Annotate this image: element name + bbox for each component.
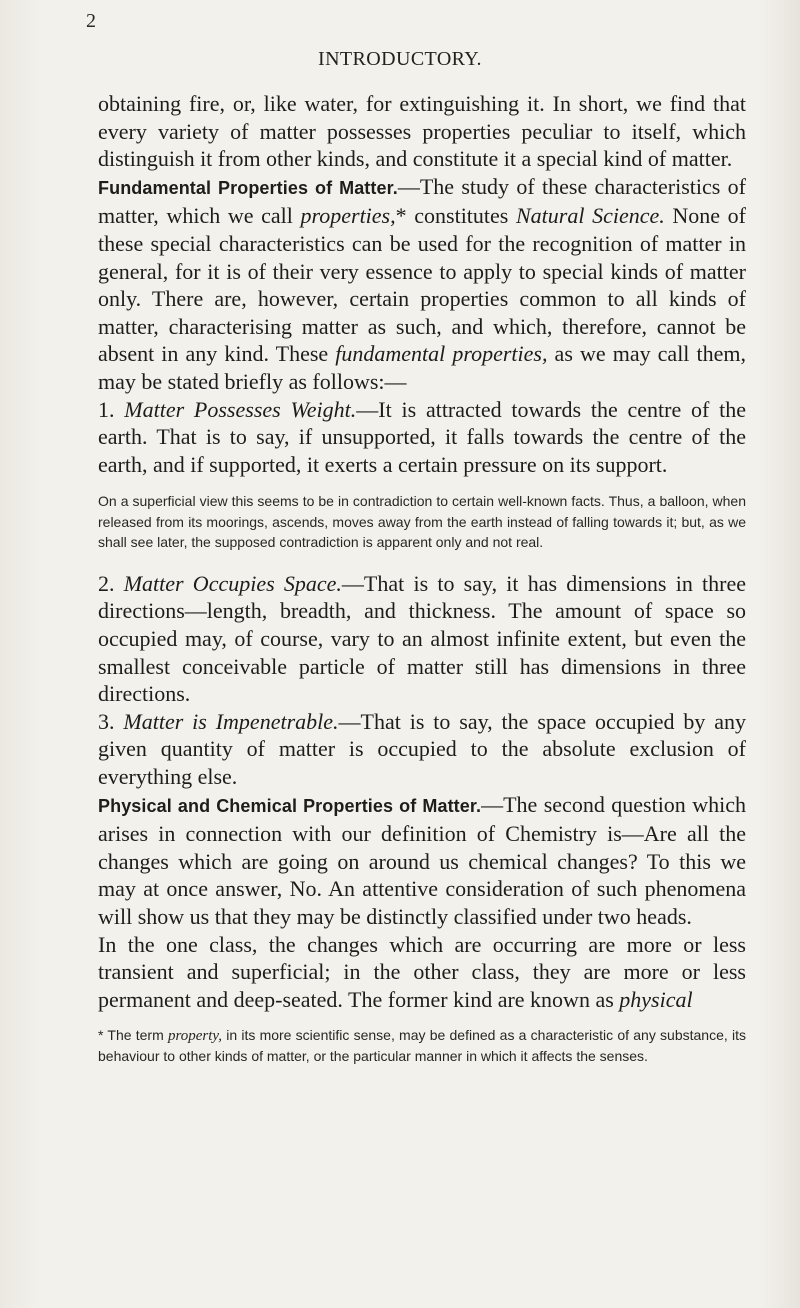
paragraph-fundamental-properties: Fundamental Properties of Matter.—The study of these characteristics of matter, which we call properties,* constitutes Natural Science. None of these special characteristics can be used for the recognition of matter in general, for it is of their very essence to apply to special kinds of matter only. There are, however, certain properties common to all kinds of matter, characterising matter as such, and which, therefore, cannot be absent in any kind. These fundamental properties, as we may call them, may be stated briefly as follows:— bbox=[98, 173, 746, 394]
page-number: 2 bbox=[86, 10, 96, 32]
item-title-impenetrable: Matter is Impenetrable. bbox=[123, 708, 339, 734]
paragraph-intro: obtaining fire, or, like water, for extinguishing it. In short, we find that every variety of matter possesses properties peculiar to itself, which distinguish it from other kinds, and constitute it a special kind of matter. bbox=[98, 91, 746, 172]
running-head: INTRODUCTORY. bbox=[318, 48, 482, 70]
item-title-weight: Matter Possesses Weight. bbox=[124, 396, 357, 422]
paragraph-two-classes: In the one class, the changes which are occurring are more or less transient and superficial; in the other class, they are more or less permanent and deep-seated. The former kind are known as physical bbox=[98, 931, 746, 1012]
note-balloon: On a superficial view this seems to be in contradiction to certain well-known facts. Thus, a balloon, when released from its moorings, ascends, moves away from the earth instead of falling towards it; but, as we shall see later, the supposed contradiction is apparent only and not real. bbox=[98, 493, 746, 551]
section-heading-physical-chemical: Physical and Chemical Properties of Matter. bbox=[98, 795, 482, 816]
list-item-weight: 1. Matter Possesses Weight.—It is attracted towards the centre of the earth. That is to say, if unsupported, it falls towards the centre of the earth, and if supported, it exerts a certain pressure on its support. bbox=[98, 396, 746, 477]
item-title-space: Matter Occupies Space. bbox=[123, 570, 342, 596]
list-item-space: 2. Matter Occupies Space.—That is to say, it has dimensions in three directions—length, breadth, and thickness. The amount of space so occupied may, of course, vary to an almost infinite extent, but even the smallest conceivable particle of matter still has dimensions in three directions. bbox=[98, 570, 747, 707]
page-body bbox=[98, 90, 746, 1067]
section-heading-fundamental: Fundamental Properties of Matter. bbox=[98, 177, 398, 198]
footnote: * The term property, in its more scientific sense, may be defined as a characteristic of any substance, its behaviour to other kinds of matter, or the particular manner in which it affects the senses. bbox=[98, 1027, 746, 1064]
paragraph-physical-chemical: Physical and Chemical Properties of Matter.—The second question which arises in connection with our definition of Chemistry is—Are all the changes which are going on around us chemical changes? To this we may at once answer, No. An attentive consideration of such phenomena will show us that they may be distinctly classified under two heads. bbox=[98, 791, 746, 929]
list-item-impenetrable: 3. Matter is Impenetrable.—That is to say, the space occupied by any given quantity of matter is occupied to the absolute exclusion of everything else. bbox=[98, 708, 746, 789]
